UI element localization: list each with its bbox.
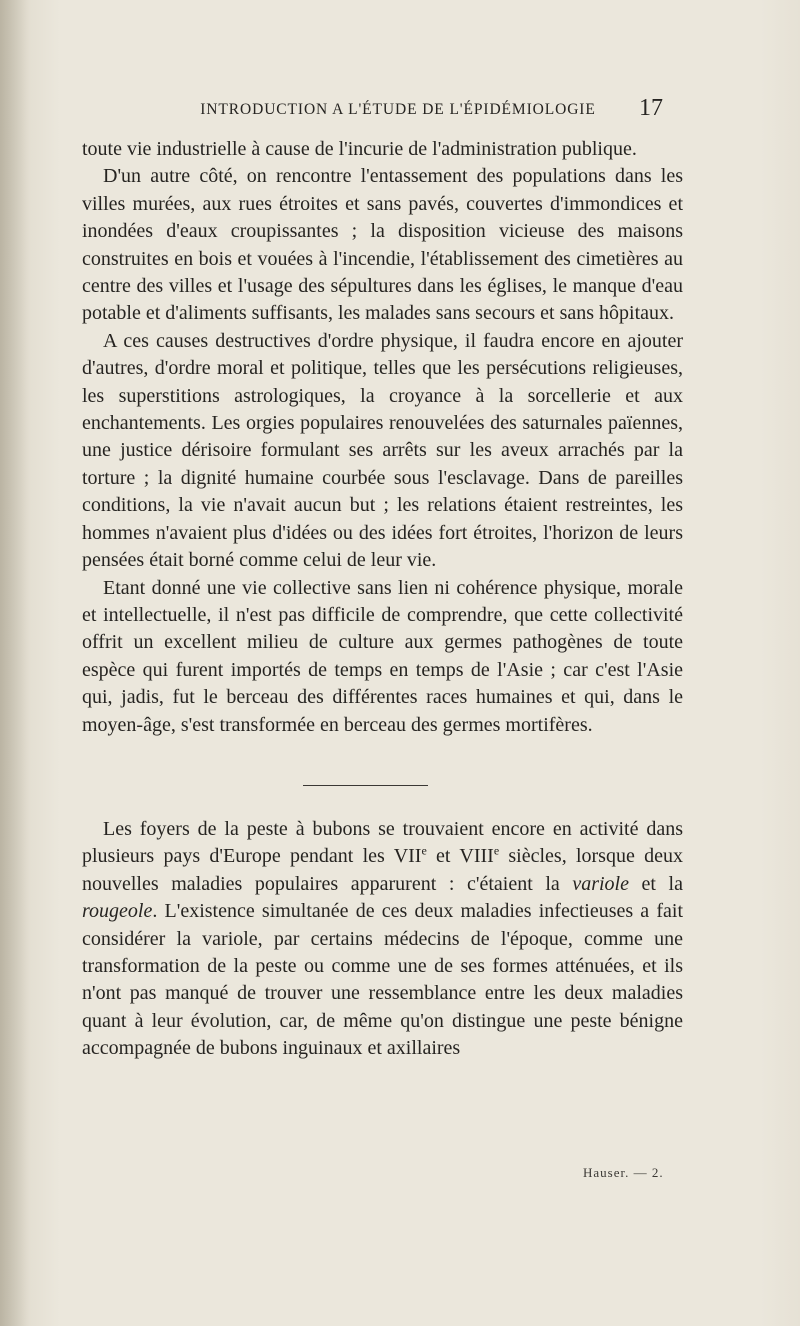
section-two-text [82,816,683,1063]
paragraph: D'un autre côté, on rencontre l'entassement des populations dans les villes murées, aux rues étroites et sans pavés, couvertes d'immondices et inondées d'eaux croupissantes ; la disposition vicieuse des maisons construites en bois et vouées à l'incendie, l'établissement des cimetières au centre des villes et l'usage des sépultures dans les églises, le manque d'eau potable et d'aliments suffisants, les malades sans secours et sans hôpitaux. [82,165,683,325]
main-text [82,136,683,739]
italic-term-variole: variole [572,872,629,895]
text-run: et VIII [426,845,494,868]
superscript: e [493,843,500,858]
section-separator-rule [303,785,428,786]
paragraph [82,816,683,1063]
paragraph: A ces causes destructives d'ordre physique, il faudra encore en ajouter d'autres, d'ordre moral et politique, telles que les persécutions religieuses, les superstitions astrologiques, la croyance à la sorcellerie et aux enchantements. Les orgies populaires renouvelées des saturnales païennes, une justice dérisoire formulant ses arrêts sur les aveux arrachés par la torture ; la dignité humaine courbée sous l'esclavage. Dans de pareilles conditions, la vie n'avait aucun but ; les relations étaient restreintes, les hommes n'avaient plus d'idées ou des idées fort étroites, l'horizon de leurs pensées était borné comme celui de leur vie. [82,329,683,572]
page-number: 17 [639,95,663,121]
paragraph: Etant donné une vie collective sans lien ni cohérence physique, morale et intellectuelle, il n'est pas difficile de comprendre, que cette collectivité offrit un excellent milieu de culture aux germes pathogènes de toute espèce qui furent importés de temps en temps de l'Asie ; car c'est l'Asie qui, jadis, fut le berceau des différentes races humaines et qui, dans le moyen-âge, s'est transformée en berceau des germes mortifères. [82,576,683,736]
text-run: Les foyers de la peste à bubons se trouvaient encore en activité dans plusieurs pays d'Europe pendant les VII [82,818,683,868]
running-title: INTRODUCTION A L'ÉTUDE DE L'ÉPIDÉMIOLOGIE [200,101,596,118]
signature-mark: Hauser. — 2. [583,1165,664,1180]
text-run: et la [628,872,683,895]
italic-term-rougeole: rougeole [82,900,153,923]
spine-shadow [0,0,30,1326]
superscript: e [421,843,427,858]
text-run: . L'existence simultanée de ces deux maladies infectieuses a fait considérer la variole, par certains médecins de l'époque, comme une transformation de la peste ou comme une de ses formes atténuées, et ils n'ont pas manqué de trouver une ressemblance entre les deux maladies quant à leur évolution, car, de même qu'on distingue une peste bénigne accompagnée de bubons inguinaux et axillaires [82,900,683,1060]
paragraph: toute vie industrielle à cause de l'incurie de l'administration publique. [82,138,637,160]
text-run: siècles, lorsque deux nouvelles maladies populaires apparurent : c'étaient la [82,845,683,895]
